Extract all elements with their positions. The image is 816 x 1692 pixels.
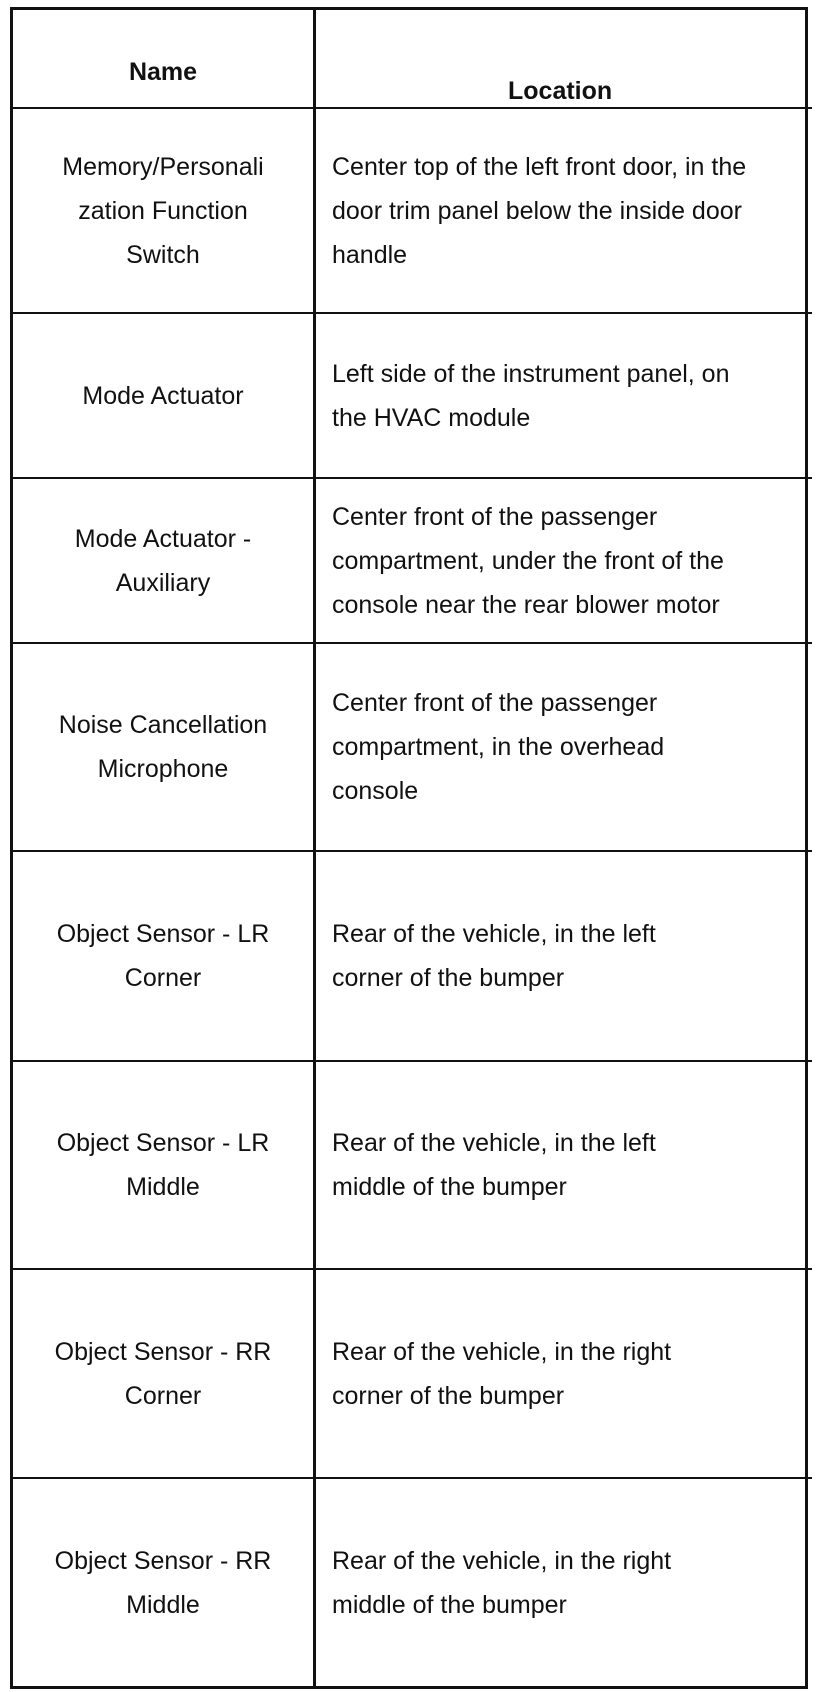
component-name: Noise Cancellation Microphone <box>58 711 268 783</box>
table-row-location <box>316 109 812 314</box>
table-row-location <box>316 1270 812 1479</box>
component-location: Center front of the passenger compartment, under the front of the console near the rear blower motor <box>332 502 724 619</box>
header-location <box>316 10 812 109</box>
table-row-name <box>13 109 316 314</box>
component-name: Object Sensor - RR Middle <box>54 1546 272 1619</box>
table-row-name <box>13 1270 316 1479</box>
table-row-location <box>316 852 812 1062</box>
component-location: Center top of the left front door, in the door trim panel below the inside door handle <box>332 152 747 269</box>
table-row-location <box>316 1062 812 1270</box>
component-location: Rear of the vehicle, in the right corner of the bumper <box>332 1337 672 1410</box>
table-row-location <box>316 479 812 644</box>
component-name: Object Sensor - LR Corner <box>56 920 270 992</box>
component-name: Object Sensor - LR Middle <box>56 1129 270 1201</box>
table-row-location <box>316 1479 812 1686</box>
table-row-location <box>316 644 812 852</box>
component-location: Rear of the vehicle, in the left corner of the bumper <box>332 920 656 992</box>
table-row-name <box>13 1062 316 1270</box>
header-name <box>13 10 316 109</box>
component-location: Center front of the passenger compartment, in the overhead console <box>332 689 665 805</box>
header-location-label: Location <box>508 77 613 105</box>
table-row-name <box>13 314 316 479</box>
table-row-name <box>13 852 316 1062</box>
component-location: Left side of the instrument panel, on the HVAC module <box>332 359 730 432</box>
table-row-name <box>13 479 316 644</box>
header-name-label: Name <box>128 58 198 86</box>
component-location-table <box>10 7 808 1689</box>
component-location: Rear of the vehicle, in the right middle of the bumper <box>332 1546 672 1619</box>
component-name: Mode Actuator - Auxiliary <box>74 524 252 597</box>
component-name: Object Sensor - RR Corner <box>54 1337 272 1410</box>
table-row-name <box>13 1479 316 1686</box>
component-location: Rear of the vehicle, in the left middle of the bumper <box>332 1129 656 1201</box>
table-row-location <box>316 314 812 479</box>
table-row-name <box>13 644 316 852</box>
component-name: Memory/Personali zation Function Switch <box>62 152 264 269</box>
component-name: Mode Actuator <box>82 381 244 410</box>
